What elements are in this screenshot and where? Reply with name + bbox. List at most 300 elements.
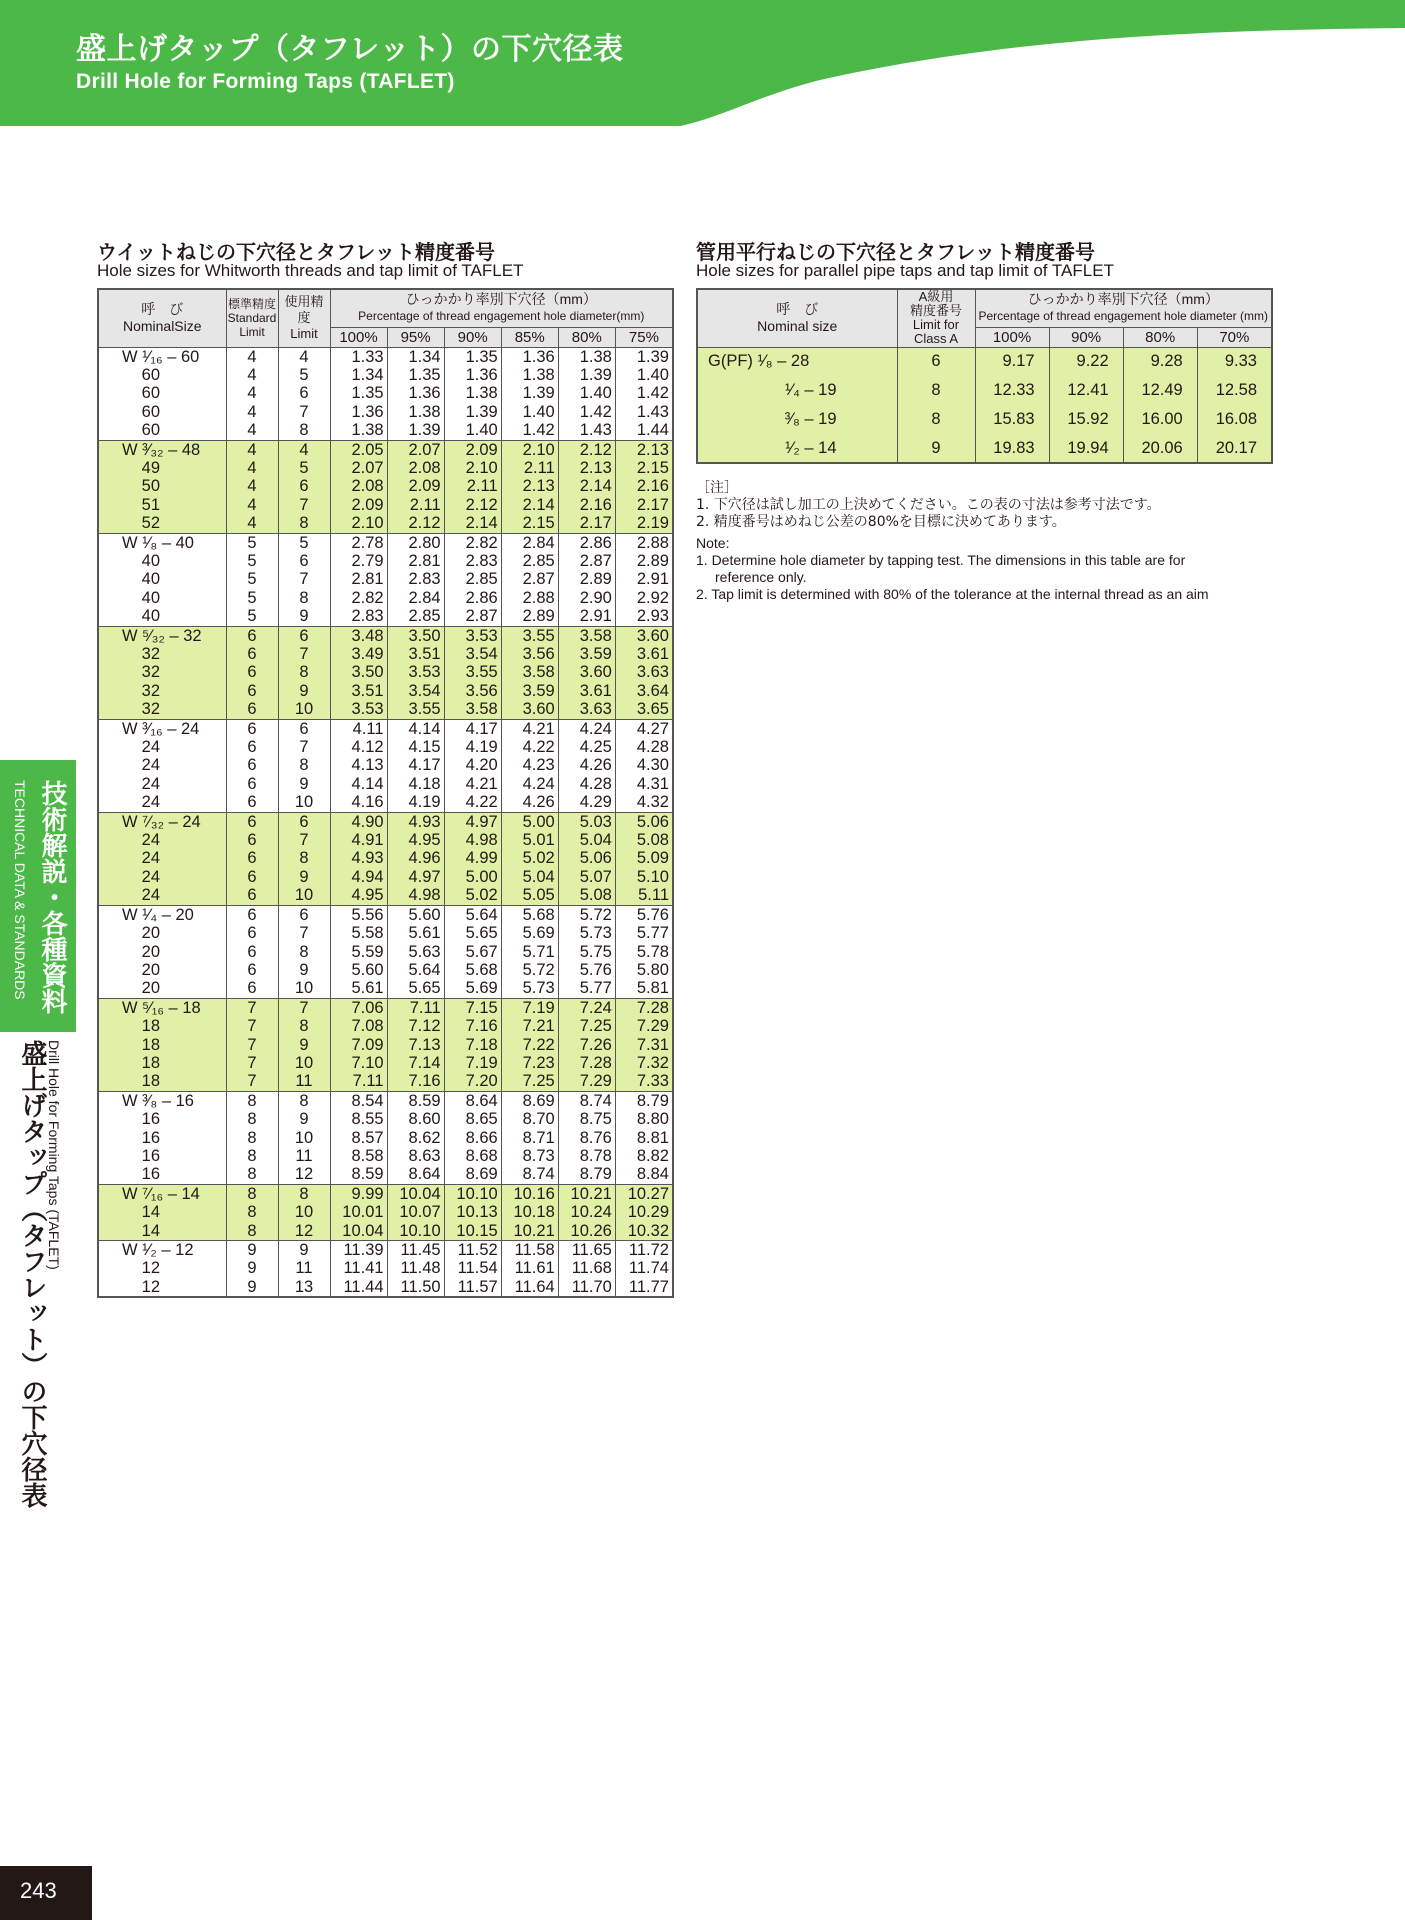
hole-diameter-cell: 3.65: [615, 700, 673, 719]
hole-diameter-cell: 2.87: [444, 607, 501, 626]
hole-diameter-cell: 4.28: [615, 738, 673, 756]
hole-diameter-cell: 1.43: [615, 403, 673, 421]
hole-diameter-cell: 4.29: [558, 793, 615, 812]
nominal-cell: [98, 924, 226, 942]
pipe-hole-diameter-cell: 19.94: [1049, 434, 1123, 463]
hole-diameter-cell: 7.32: [615, 1054, 673, 1072]
hole-diameter-cell: 3.60: [558, 663, 615, 681]
nominal-label: W ⁷⁄₁₆ – 14: [122, 1184, 200, 1203]
table-row: [697, 347, 1272, 376]
hole-diameter-cell: 2.11: [387, 496, 444, 514]
nominal-tpi: 16: [141, 1110, 160, 1129]
page-title: 盛上げタップ（タフレット）の下穴径表: [76, 32, 624, 67]
hole-diameter-cell: 2.80: [387, 533, 444, 552]
nominal-tpi: 52: [141, 514, 160, 533]
standard-limit-cell: 4: [226, 421, 278, 440]
nominal-cell: [98, 719, 226, 738]
hole-diameter-cell: 3.56: [501, 645, 558, 663]
limit-cell: 10: [278, 700, 330, 719]
hole-diameter-cell: 1.43: [558, 421, 615, 440]
hole-diameter-cell: 11.65: [558, 1241, 615, 1260]
hole-diameter-cell: 8.55: [330, 1110, 387, 1128]
table-row: [98, 719, 673, 738]
limit-cell: 4: [278, 440, 330, 459]
nominal-cell: [98, 403, 226, 421]
col-pct-header: 90%: [444, 327, 501, 347]
col-pct-header: 75%: [615, 327, 673, 347]
table-row: [98, 1241, 673, 1260]
standard-limit-cell: 6: [226, 831, 278, 849]
hole-diameter-cell: 2.14: [558, 477, 615, 495]
hole-diameter-cell: 4.98: [444, 831, 501, 849]
nominal-label: W ¹⁄₄ – 20: [122, 905, 194, 924]
hole-diameter-cell: 5.76: [615, 905, 673, 924]
col-pct-header: 100%: [330, 327, 387, 347]
nominal-cell: [98, 1091, 226, 1110]
hole-diameter-cell: 3.51: [330, 682, 387, 700]
nominal-tpi: 24: [141, 867, 160, 886]
hole-diameter-cell: 4.17: [444, 719, 501, 738]
hole-diameter-cell: 2.84: [501, 533, 558, 552]
nominal-tpi: 60: [141, 365, 160, 384]
hole-diameter-cell: 2.92: [615, 589, 673, 607]
hole-diameter-cell: 2.13: [501, 477, 558, 495]
nominal-cell: [98, 347, 226, 366]
pipe-nominal-cell: ³⁄₈ – 19: [697, 405, 897, 434]
hole-diameter-cell: 4.98: [387, 886, 444, 905]
pipe-col-pct-header: 100%: [975, 327, 1049, 347]
nominal-tpi: 60: [141, 402, 160, 421]
hole-diameter-cell: 5.11: [615, 886, 673, 905]
hole-diameter-cell: 2.13: [615, 440, 673, 459]
nominal-tpi: 24: [141, 849, 160, 868]
hole-diameter-cell: 10.10: [444, 1184, 501, 1203]
limit-cell: 7: [278, 998, 330, 1017]
limit-cell: 7: [278, 645, 330, 663]
table-row: [98, 1054, 673, 1072]
hole-diameter-cell: 11.77: [615, 1278, 673, 1297]
hole-diameter-cell: 7.29: [615, 1017, 673, 1035]
standard-limit-cell: 7: [226, 1036, 278, 1054]
hole-diameter-cell: 2.05: [330, 440, 387, 459]
limit-cell: 9: [278, 1036, 330, 1054]
limit-cell: 10: [278, 793, 330, 812]
nominal-label: W ³⁄₈ – 16: [122, 1091, 194, 1110]
limit-cell: 4: [278, 347, 330, 366]
hole-diameter-cell: 5.72: [558, 905, 615, 924]
hole-diameter-cell: 2.09: [387, 477, 444, 495]
hole-diameter-cell: 7.20: [444, 1072, 501, 1091]
hole-diameter-cell: 8.68: [444, 1147, 501, 1165]
limit-cell: 11: [278, 1147, 330, 1165]
hole-diameter-cell: 2.81: [330, 570, 387, 588]
hole-diameter-cell: 3.60: [615, 626, 673, 645]
hole-diameter-cell: 2.19: [615, 514, 673, 533]
limit-cell: 13: [278, 1278, 330, 1297]
table-row: [98, 1165, 673, 1184]
nominal-cell: [98, 738, 226, 756]
table-row: [98, 1222, 673, 1241]
hole-diameter-cell: 11.50: [387, 1278, 444, 1297]
hole-diameter-cell: 1.33: [330, 347, 387, 366]
nominal-cell: [98, 831, 226, 849]
hole-diameter-cell: 7.13: [387, 1036, 444, 1054]
hole-diameter-cell: 10.15: [444, 1222, 501, 1241]
hole-diameter-cell: 1.40: [444, 421, 501, 440]
pipe-hole-diameter-cell: 15.83: [975, 405, 1049, 434]
col-limit-header: 使用精度 Limit: [278, 289, 330, 347]
hole-diameter-cell: 7.14: [387, 1054, 444, 1072]
table-row: [98, 1184, 673, 1203]
table-row: [98, 1147, 673, 1165]
hole-diameter-cell: 2.83: [387, 570, 444, 588]
hole-diameter-cell: 11.57: [444, 1278, 501, 1297]
nominal-tpi: 50: [141, 477, 160, 496]
hole-diameter-cell: 1.38: [387, 403, 444, 421]
hole-diameter-cell: 2.10: [444, 459, 501, 477]
hole-diameter-cell: 11.74: [615, 1259, 673, 1277]
limit-cell: 10: [278, 1203, 330, 1221]
hole-diameter-cell: 1.39: [444, 403, 501, 421]
hole-diameter-cell: 5.75: [558, 943, 615, 961]
nominal-cell: [98, 756, 226, 774]
standard-limit-cell: 8: [226, 1222, 278, 1241]
hole-diameter-cell: 2.14: [501, 496, 558, 514]
standard-limit-cell: 4: [226, 459, 278, 477]
hole-diameter-cell: 8.60: [387, 1110, 444, 1128]
hole-diameter-cell: 1.38: [330, 421, 387, 440]
hole-diameter-cell: 5.09: [615, 849, 673, 867]
hole-diameter-cell: 10.01: [330, 1203, 387, 1221]
hole-diameter-cell: 7.25: [558, 1017, 615, 1035]
hole-diameter-cell: 8.84: [615, 1165, 673, 1184]
table-row: [98, 943, 673, 961]
limit-cell: 8: [278, 663, 330, 681]
page-number: 243: [20, 1878, 57, 1903]
hole-diameter-cell: 5.59: [330, 943, 387, 961]
hole-diameter-cell: 2.12: [387, 514, 444, 533]
hole-diameter-cell: 4.23: [501, 756, 558, 774]
standard-limit-cell: 5: [226, 552, 278, 570]
hole-diameter-cell: 10.29: [615, 1203, 673, 1221]
hole-diameter-cell: 2.16: [615, 477, 673, 495]
hole-diameter-cell: 8.63: [387, 1147, 444, 1165]
hole-diameter-cell: 3.63: [615, 663, 673, 681]
limit-cell: 7: [278, 924, 330, 942]
hole-diameter-cell: 10.04: [387, 1184, 444, 1203]
pipe-hole-diameter-cell: 9.28: [1123, 347, 1197, 376]
limit-cell: 7: [278, 403, 330, 421]
standard-limit-cell: 8: [226, 1203, 278, 1221]
hole-diameter-cell: 10.04: [330, 1222, 387, 1241]
nominal-cell: [98, 1054, 226, 1072]
table-row: [98, 1091, 673, 1110]
nominal-tpi: 12: [141, 1277, 160, 1296]
hole-diameter-cell: 8.57: [330, 1129, 387, 1147]
hole-diameter-cell: 7.16: [444, 1017, 501, 1035]
col-percentage-header: ひっかかり率別下穴径（mm） Percentage of thread engagement hole diameter(mm): [330, 289, 673, 327]
hole-diameter-cell: 3.51: [387, 645, 444, 663]
pipe-col-percentage-header: ひっかかり率別下穴径（mm） Percentage of thread engagement hole diameter (mm): [975, 289, 1272, 327]
pipe-limit-cell: 6: [897, 347, 975, 376]
hole-diameter-cell: 4.97: [444, 812, 501, 831]
page-subtitle: Drill Hole for Forming Taps (TAFLET): [76, 70, 455, 93]
pipe-hole-diameter-cell: 16.08: [1197, 405, 1272, 434]
hole-diameter-cell: 2.83: [444, 552, 501, 570]
hole-diameter-cell: 3.63: [558, 700, 615, 719]
hole-diameter-cell: 4.28: [558, 775, 615, 793]
limit-cell: 8: [278, 514, 330, 533]
notes-block: [696, 480, 1209, 603]
hole-diameter-cell: 2.07: [330, 459, 387, 477]
hole-diameter-cell: 2.86: [444, 589, 501, 607]
hole-diameter-cell: 1.42: [615, 384, 673, 402]
table-row: [98, 403, 673, 421]
table-row: [98, 533, 673, 552]
hole-diameter-cell: 3.50: [330, 663, 387, 681]
table-row: [98, 347, 673, 366]
pipe-nominal-cell: G(PF) ¹⁄₈ – 28: [697, 347, 897, 376]
side-tab-label-en: TECHNICAL DATA & STANDARDS: [12, 780, 28, 1000]
hole-diameter-cell: 8.69: [501, 1091, 558, 1110]
hole-diameter-cell: 2.14: [444, 514, 501, 533]
pipe-hole-diameter-cell: 12.33: [975, 376, 1049, 405]
hole-diameter-cell: 5.64: [387, 961, 444, 979]
note-jp-1: 1. 下穴径は試し加工の上決めてください。この表の寸法は参考寸法です。: [696, 497, 1161, 513]
hole-diameter-cell: 4.17: [387, 756, 444, 774]
hole-diameter-cell: 2.82: [330, 589, 387, 607]
nominal-cell: [98, 979, 226, 998]
limit-cell: 10: [278, 886, 330, 905]
standard-limit-cell: 6: [226, 626, 278, 645]
hole-diameter-cell: 2.15: [501, 514, 558, 533]
limit-cell: 5: [278, 459, 330, 477]
hole-diameter-cell: 5.81: [615, 979, 673, 998]
hole-diameter-cell: 11.72: [615, 1241, 673, 1260]
table-row: [98, 1129, 673, 1147]
hole-diameter-cell: 7.16: [387, 1072, 444, 1091]
hole-diameter-cell: 3.53: [444, 626, 501, 645]
hole-diameter-cell: 2.09: [444, 440, 501, 459]
standard-limit-cell: 9: [226, 1259, 278, 1277]
col-pct-header: 80%: [558, 327, 615, 347]
hole-diameter-cell: 5.60: [330, 961, 387, 979]
nominal-label: W ¹⁄₂ – 12: [122, 1241, 194, 1259]
nominal-cell: [98, 943, 226, 961]
col-nominal-header: 呼 び NominalSize: [98, 289, 226, 347]
hole-diameter-cell: 1.35: [444, 347, 501, 366]
hole-diameter-cell: 5.68: [444, 961, 501, 979]
nominal-cell: [98, 496, 226, 514]
standard-limit-cell: 6: [226, 886, 278, 905]
hole-diameter-cell: 1.35: [387, 366, 444, 384]
hole-diameter-cell: 10.21: [501, 1222, 558, 1241]
nominal-cell: [98, 570, 226, 588]
nominal-tpi: 32: [141, 663, 160, 682]
hole-diameter-cell: 7.19: [501, 998, 558, 1017]
pipe-limit-cell: 8: [897, 405, 975, 434]
nominal-tpi: 51: [141, 495, 160, 514]
standard-limit-cell: 8: [226, 1165, 278, 1184]
nominal-tpi: 20: [141, 979, 160, 998]
limit-cell: 8: [278, 943, 330, 961]
table-row: [98, 570, 673, 588]
hole-diameter-cell: 2.88: [501, 589, 558, 607]
note-en-2: 2. Tap limit is determined with 80% of the tolerance at the internal thread as an aim: [696, 586, 1209, 602]
table-row: [98, 961, 673, 979]
standard-limit-cell: 8: [226, 1184, 278, 1203]
nominal-tpi: 40: [141, 551, 160, 570]
hole-diameter-cell: 5.04: [558, 831, 615, 849]
hole-diameter-cell: 2.93: [615, 607, 673, 626]
nominal-tpi: 24: [141, 774, 160, 793]
nominal-cell: [98, 626, 226, 645]
table-row: [98, 440, 673, 459]
hole-diameter-cell: 2.10: [330, 514, 387, 533]
nominal-tpi: 60: [141, 384, 160, 403]
nominal-tpi: 18: [141, 1017, 160, 1036]
pipe-table: [696, 288, 1273, 464]
pipe-hole-diameter-cell: 20.06: [1123, 434, 1197, 463]
hole-diameter-cell: 4.97: [387, 868, 444, 886]
hole-diameter-cell: 2.90: [558, 589, 615, 607]
hole-diameter-cell: 7.26: [558, 1036, 615, 1054]
nominal-tpi: 40: [141, 607, 160, 626]
hole-diameter-cell: 3.49: [330, 645, 387, 663]
hole-diameter-cell: 3.48: [330, 626, 387, 645]
hole-diameter-cell: 3.53: [387, 663, 444, 681]
standard-limit-cell: 5: [226, 589, 278, 607]
side-section-label-en: Drill Hole for Forming Taps (TAFLET): [46, 1040, 62, 1270]
hole-diameter-cell: 11.64: [501, 1278, 558, 1297]
hole-diameter-cell: 4.99: [444, 849, 501, 867]
table-row: [98, 1259, 673, 1277]
hole-diameter-cell: 5.02: [444, 886, 501, 905]
hole-diameter-cell: 3.60: [501, 700, 558, 719]
hole-diameter-cell: 4.12: [330, 738, 387, 756]
standard-limit-cell: 9: [226, 1241, 278, 1260]
limit-cell: 10: [278, 1054, 330, 1072]
nominal-cell: [98, 700, 226, 719]
hole-diameter-cell: 2.07: [387, 440, 444, 459]
hole-diameter-cell: 5.61: [387, 924, 444, 942]
pipe-hole-diameter-cell: 12.41: [1049, 376, 1123, 405]
hole-diameter-cell: 4.96: [387, 849, 444, 867]
notes-head-jp: ［注］: [696, 480, 738, 496]
nominal-cell: [98, 1110, 226, 1128]
pipe-nominal-cell: ¹⁄₂ – 14: [697, 434, 897, 463]
table-row: [98, 421, 673, 440]
hole-diameter-cell: 7.28: [558, 1054, 615, 1072]
limit-cell: 6: [278, 905, 330, 924]
hole-diameter-cell: 8.66: [444, 1129, 501, 1147]
nominal-cell: [98, 459, 226, 477]
hole-diameter-cell: 5.64: [444, 905, 501, 924]
nominal-label: W ¹⁄₁₆ – 60: [122, 347, 200, 366]
hole-diameter-cell: 4.19: [387, 793, 444, 812]
standard-limit-cell: 8: [226, 1091, 278, 1110]
hole-diameter-cell: 5.73: [501, 979, 558, 998]
limit-cell: 6: [278, 384, 330, 402]
nominal-cell: [98, 607, 226, 626]
hole-diameter-cell: 5.69: [444, 979, 501, 998]
table-row: [98, 589, 673, 607]
pipe-hole-diameter-cell: 19.83: [975, 434, 1049, 463]
table-row: [697, 405, 1272, 434]
note-jp-2: 2. 精度番号はめねじ公差の80%を目標に決めてあります。: [696, 514, 1066, 530]
hole-diameter-cell: 4.21: [444, 775, 501, 793]
hole-diameter-cell: 1.42: [558, 403, 615, 421]
hole-diameter-cell: 4.31: [615, 775, 673, 793]
nominal-cell: [98, 440, 226, 459]
hole-diameter-cell: 2.89: [501, 607, 558, 626]
hole-diameter-cell: 5.60: [387, 905, 444, 924]
hole-diameter-cell: 7.09: [330, 1036, 387, 1054]
nominal-cell: [98, 1241, 226, 1260]
hole-diameter-cell: 2.08: [387, 459, 444, 477]
standard-limit-cell: 6: [226, 812, 278, 831]
hole-diameter-cell: 10.21: [558, 1184, 615, 1203]
hole-diameter-cell: 4.91: [330, 831, 387, 849]
pipe-title: 管用平行ねじの下穴径とタフレット精度番号: [696, 240, 1095, 264]
hole-diameter-cell: 3.55: [444, 663, 501, 681]
hole-diameter-cell: 7.11: [387, 998, 444, 1017]
limit-cell: 6: [278, 477, 330, 495]
limit-cell: 9: [278, 1110, 330, 1128]
nominal-cell: [98, 1072, 226, 1091]
table-row: [98, 868, 673, 886]
standard-limit-cell: 7: [226, 998, 278, 1017]
hole-diameter-cell: 1.36: [501, 347, 558, 366]
hole-diameter-cell: 8.59: [387, 1091, 444, 1110]
hole-diameter-cell: 1.39: [615, 347, 673, 366]
table-row: [98, 384, 673, 402]
hole-diameter-cell: 4.20: [444, 756, 501, 774]
table-row: [98, 663, 673, 681]
standard-limit-cell: 6: [226, 756, 278, 774]
hole-diameter-cell: 4.15: [387, 738, 444, 756]
nominal-tpi: 40: [141, 588, 160, 607]
nominal-tpi: 24: [141, 756, 160, 775]
hole-diameter-cell: 2.08: [330, 477, 387, 495]
nominal-cell: [98, 868, 226, 886]
hole-diameter-cell: 7.11: [330, 1072, 387, 1091]
pipe-limit-cell: 8: [897, 376, 975, 405]
table-row: [98, 1072, 673, 1091]
hole-diameter-cell: 4.95: [387, 831, 444, 849]
hole-diameter-cell: 3.50: [387, 626, 444, 645]
limit-cell: 7: [278, 831, 330, 849]
table-row: [98, 459, 673, 477]
table-row: [98, 849, 673, 867]
nominal-label: W ⁵⁄₃₂ – 32: [122, 626, 202, 645]
standard-limit-cell: 4: [226, 440, 278, 459]
hole-diameter-cell: 8.69: [444, 1165, 501, 1184]
hole-diameter-cell: 5.05: [501, 886, 558, 905]
hole-diameter-cell: 4.26: [501, 793, 558, 812]
hole-diameter-cell: 3.54: [387, 682, 444, 700]
nominal-tpi: 14: [141, 1203, 160, 1222]
whitworth-title: ウイットねじの下穴径とタフレット精度番号: [97, 240, 495, 264]
hole-diameter-cell: 4.95: [330, 886, 387, 905]
limit-cell: 5: [278, 366, 330, 384]
nominal-tpi: 24: [141, 738, 160, 757]
hole-diameter-cell: 2.11: [444, 477, 501, 495]
hole-diameter-cell: 2.89: [558, 570, 615, 588]
hole-diameter-cell: 1.38: [444, 384, 501, 402]
pipe-col-pct-header: 70%: [1197, 327, 1272, 347]
pipe-nominal-cell: ¹⁄₄ – 19: [697, 376, 897, 405]
